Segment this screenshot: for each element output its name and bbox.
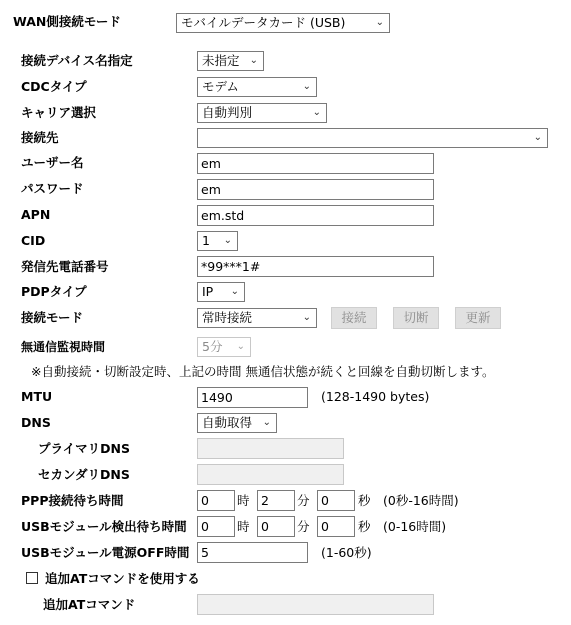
usb-power-off-hint: (1-60秒) xyxy=(321,545,372,560)
mtu-label: MTU xyxy=(21,389,53,404)
cdc-type-select[interactable] xyxy=(197,77,317,97)
username-label: ユーザー名 xyxy=(21,155,84,170)
carrier-label: キャリア選択 xyxy=(21,105,97,120)
minutes-unit: 分 xyxy=(297,493,310,508)
chevron-down-icon: ⌄ xyxy=(249,55,258,66)
seconds-unit: 秒 xyxy=(358,519,371,534)
ppp-wait-hint: (0秒-16時間) xyxy=(383,493,459,508)
disconnect-button[interactable]: 切断 xyxy=(393,307,439,329)
chevron-down-icon: ⌄ xyxy=(230,286,239,297)
ppp-wait-seconds-input[interactable]: 0 xyxy=(317,490,355,511)
usb-detect-hours-input[interactable]: 0 xyxy=(197,516,235,537)
password-label: パスワード xyxy=(21,181,84,196)
ppp-wait-label: PPP接続待ち時間 xyxy=(21,493,124,508)
cid-select[interactable] xyxy=(197,231,238,251)
destination-select[interactable] xyxy=(197,128,548,148)
extra-at-input[interactable] xyxy=(197,594,434,615)
secondary-dns-label: セカンダリDNS xyxy=(38,467,130,482)
device-name-label: 接続デバイス名指定 xyxy=(21,53,133,68)
auto-disconnect-note: ※自動接続・切断設定時、上記の時間 無通信状態が続くと回線を自動切断します。 xyxy=(31,364,495,379)
cdc-type-value: モデム xyxy=(202,79,239,94)
pdp-type-value: IP xyxy=(202,284,214,299)
extra-at-checkbox[interactable] xyxy=(26,572,38,584)
connect-mode-select[interactable] xyxy=(197,308,317,328)
chevron-down-icon: ⌄ xyxy=(262,417,271,428)
primary-dns-input[interactable] xyxy=(197,438,344,459)
carrier-select[interactable] xyxy=(197,103,327,123)
dns-select[interactable] xyxy=(197,413,277,433)
primary-dns-label: プライマリDNS xyxy=(38,441,130,456)
carrier-value: 自動判別 xyxy=(202,105,253,120)
wan-mode-value: モバイルデータカード (USB) xyxy=(181,15,346,30)
apn-label: APN xyxy=(21,207,51,222)
destination-label: 接続先 xyxy=(21,130,59,145)
chevron-down-icon: ⌄ xyxy=(223,235,232,246)
phone-label: 発信先電話番号 xyxy=(21,259,109,274)
ppp-wait-hours-input[interactable]: 0 xyxy=(197,490,235,511)
usb-detect-wait-label: USBモジュール検出待ち時間 xyxy=(21,519,187,534)
apn-input[interactable]: em.std xyxy=(197,205,434,226)
secondary-dns-input[interactable] xyxy=(197,464,344,485)
connect-mode-value: 常時接続 xyxy=(202,310,253,325)
extra-at-checkbox-label: 追加ATコマンドを使用する xyxy=(45,571,200,586)
idle-timeout-value: 5分 xyxy=(202,339,223,354)
chevron-down-icon: ⌄ xyxy=(533,132,542,143)
idle-timeout-select[interactable] xyxy=(197,337,251,357)
connect-mode-label: 接続モード xyxy=(21,310,84,325)
mtu-input[interactable]: 1490 xyxy=(197,387,308,408)
chevron-down-icon: ⌄ xyxy=(302,81,311,92)
chevron-down-icon: ⌄ xyxy=(375,17,384,28)
ppp-wait-minutes-input[interactable]: 2 xyxy=(257,490,295,511)
mtu-hint: (128-1490 bytes) xyxy=(321,389,430,404)
usb-power-off-label: USBモジュール電源OFF時間 xyxy=(21,545,190,560)
dns-value: 自動取得 xyxy=(202,415,253,430)
username-input[interactable]: em xyxy=(197,153,434,174)
connect-button[interactable]: 接続 xyxy=(331,307,377,329)
hours-unit: 時 xyxy=(237,519,250,534)
chevron-down-icon: ⌄ xyxy=(312,107,321,118)
refresh-button[interactable]: 更新 xyxy=(455,307,501,329)
cdc-type-label: CDCタイプ xyxy=(21,79,87,94)
extra-at-label: 追加ATコマンド xyxy=(43,597,136,612)
usb-detect-minutes-input[interactable]: 0 xyxy=(257,516,295,537)
usb-detect-hint: (0-16時間) xyxy=(383,519,447,534)
device-name-select[interactable] xyxy=(197,51,264,71)
cid-label: CID xyxy=(21,233,46,248)
pdp-type-select[interactable] xyxy=(197,282,245,302)
chevron-down-icon: ⌄ xyxy=(302,312,311,323)
usb-detect-seconds-input[interactable]: 0 xyxy=(317,516,355,537)
seconds-unit: 秒 xyxy=(358,493,371,508)
idle-timeout-label: 無通信監視時間 xyxy=(21,340,106,354)
pdp-type-label: PDPタイプ xyxy=(21,284,87,299)
usb-power-off-input[interactable]: 5 xyxy=(197,542,308,563)
dns-label: DNS xyxy=(21,415,51,430)
hours-unit: 時 xyxy=(237,493,250,508)
password-input[interactable]: em xyxy=(197,179,434,200)
wan-mode-select[interactable] xyxy=(176,13,390,33)
device-name-value: 未指定 xyxy=(202,53,240,68)
wan-mode-label: WAN側接続モード xyxy=(13,14,121,29)
minutes-unit: 分 xyxy=(297,519,310,534)
cid-value: 1 xyxy=(202,233,210,248)
phone-input[interactable]: *99***1# xyxy=(197,256,434,277)
chevron-down-icon: ⌄ xyxy=(236,341,245,352)
